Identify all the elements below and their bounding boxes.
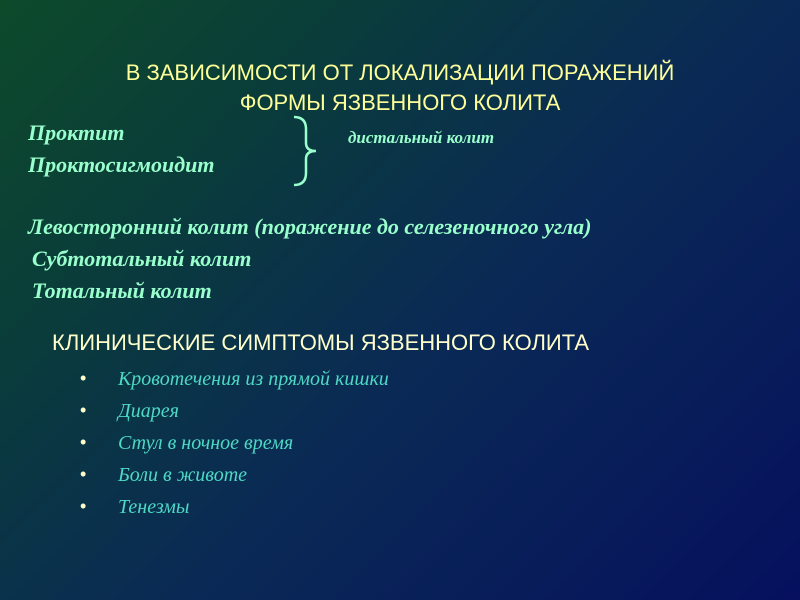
form-total: Тотальный колит: [32, 278, 212, 303]
symptom-text: Диарея: [118, 400, 179, 422]
slide-title: [0, 58, 800, 118]
form-proctitis: Проктит: [28, 120, 125, 145]
bullet-icon: •: [80, 400, 87, 420]
symptom-text: Стул в ночное время: [118, 432, 294, 454]
title-line-1: В ЗАВИСИМОСТИ ОТ ЛОКАЛИЗАЦИИ ПОРАЖЕНИЙ: [125, 60, 675, 85]
bullet-icon: •: [80, 368, 87, 388]
form-proctosigmoiditis: Проктосигмоидит: [28, 152, 215, 177]
bullet-icon: •: [80, 464, 87, 484]
symptom-text: Кровотечения из прямой кишки: [118, 368, 389, 390]
symptom-text: Тенезмы: [118, 496, 190, 518]
form-left-sided: Левосторонний колит (поражение до селезеночного угла): [28, 214, 592, 239]
distal-colitis-label: дистальный колит: [348, 128, 495, 147]
title-line-2: ФОРМЫ ЯЗВЕННОГО КОЛИТА: [239, 90, 561, 115]
form-subtotal: Субтотальный колит: [32, 246, 252, 271]
curly-brace-icon: [290, 115, 320, 187]
symptoms-heading: КЛИНИЧЕСКИЕ СИМПТОМЫ ЯЗВЕННОГО КОЛИТА: [52, 330, 590, 355]
bullet-icon: •: [80, 432, 87, 452]
bullet-icon: •: [80, 496, 87, 516]
symptom-text: Боли в животе: [118, 464, 248, 486]
